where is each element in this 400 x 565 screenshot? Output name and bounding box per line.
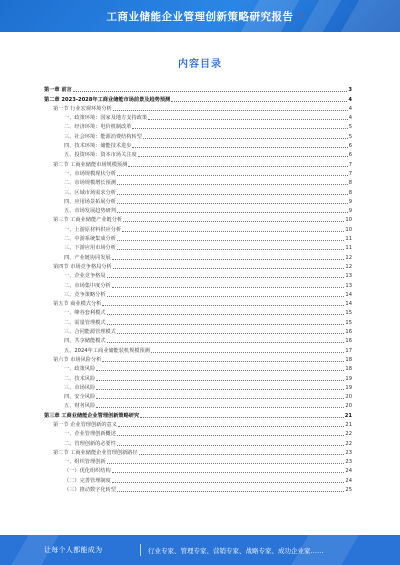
toc-entry[interactable] xyxy=(44,298,352,307)
toc-leader-dots xyxy=(107,324,345,325)
toc-leader-dots xyxy=(118,426,344,427)
footer-divider xyxy=(140,544,141,556)
toc-entry[interactable] xyxy=(44,307,352,316)
toc-leader-dots xyxy=(117,435,345,436)
toc-entry-text: 三、合同能源管理模式 xyxy=(64,329,116,336)
toc-leader-dots xyxy=(107,296,345,297)
toc-page-number: 6 xyxy=(348,152,352,159)
toc-leader-dots xyxy=(102,305,344,306)
toc-page-number: 25 xyxy=(345,487,352,494)
toc-entry[interactable] xyxy=(44,344,352,353)
toc-leader-dots xyxy=(143,138,348,139)
toc-entry-text: 第三节 工商业储能产业链分析 xyxy=(53,217,123,224)
toc-entry[interactable] xyxy=(44,205,352,214)
toc-leader-dots xyxy=(96,370,344,371)
toc-page-number: 6 xyxy=(348,143,352,150)
toc-entry-text: 四、技术环境：储能技术进步 xyxy=(64,143,132,150)
toc-entry[interactable] xyxy=(44,428,352,437)
toc-entry[interactable] xyxy=(44,270,352,279)
toc-entry[interactable] xyxy=(44,168,352,177)
toc-entry[interactable] xyxy=(44,186,352,195)
toc-page-number: 16 xyxy=(345,338,352,345)
toc-entry[interactable] xyxy=(44,326,352,335)
toc-page-number: 9 xyxy=(348,208,352,215)
toc-entry-text: 第一章 前言 xyxy=(44,87,72,94)
toc-entry[interactable] xyxy=(44,158,352,167)
toc-entry[interactable] xyxy=(44,103,352,112)
toc-entry-text: 四、产业链协同发展 xyxy=(64,254,111,261)
toc-entry-text: 三、竞争策略分析 xyxy=(64,291,106,298)
footer-slogan: 让每个人都能成为 xyxy=(44,546,103,554)
toc-page-number: 23 xyxy=(345,449,352,456)
toc-leader-dots xyxy=(117,212,348,213)
toc-entry[interactable] xyxy=(44,196,352,205)
toc-leader-dots xyxy=(112,472,345,473)
toc-entry[interactable] xyxy=(44,233,352,242)
toc-entry[interactable] xyxy=(44,251,352,260)
toc-entry-text: （二）完善管理制度 xyxy=(64,477,111,484)
toc-page-number: 8 xyxy=(348,189,352,196)
toc-page-number: 4 xyxy=(348,96,352,103)
toc-page-number: 19 xyxy=(345,375,352,382)
toc-page-number: 20 xyxy=(345,403,352,410)
toc-leader-dots xyxy=(132,128,347,129)
toc-page-number: 19 xyxy=(345,384,352,391)
toc-entry-text: 三、市场风险 xyxy=(64,384,96,391)
toc-entry-text: 五、市场发展趋势研判 xyxy=(64,208,116,215)
toc-page-number: 23 xyxy=(345,459,352,466)
toc-entry-text: 一、政策风险 xyxy=(64,366,96,373)
toc-leader-dots xyxy=(112,482,345,483)
toc-leader-dots xyxy=(171,101,347,102)
toc-leader-dots xyxy=(117,445,345,446)
footer-tagline: 行业专家、管理专家、营销专家、战略专家、成功企业家…… xyxy=(148,546,324,555)
toc-entry[interactable] xyxy=(44,354,352,363)
toc-entry-text: 五、财务风险 xyxy=(64,403,96,410)
toc-entry[interactable] xyxy=(44,214,352,223)
toc-entry[interactable] xyxy=(44,474,352,483)
toc-leader-dots xyxy=(107,314,345,315)
toc-entry-text: 第五节 商业模式分析 xyxy=(53,301,102,308)
toc-page-number: 22 xyxy=(345,440,352,447)
toc-entry-text: 二、管理创新的必要性 xyxy=(64,440,116,447)
toc-leader-dots xyxy=(117,240,345,241)
toc-leader-dots xyxy=(117,249,345,250)
toc-entry[interactable] xyxy=(44,484,352,493)
toc-page-number: 11 xyxy=(345,236,352,243)
toc-chapter-entry[interactable] xyxy=(44,84,352,93)
toc-entry-text: 五、2024年工商业储能装机规模预测 xyxy=(64,347,150,354)
toc-page-number: 9 xyxy=(348,198,352,205)
toc-entry[interactable] xyxy=(44,400,352,409)
toc-entry-text: 四、应用场景拓展分析 xyxy=(64,198,116,205)
toc-entry-text: 五、投资环境：资本市场关注度 xyxy=(64,152,137,159)
toc-page-number: 7 xyxy=(348,161,352,168)
toc-page-number: 3 xyxy=(348,87,352,94)
toc-leader-dots xyxy=(102,361,344,362)
toc-leader-dots xyxy=(148,119,348,120)
toc-entry-text: （一）优化组织结构 xyxy=(64,468,111,475)
toc-entry-text: 一、市场规模现状分析 xyxy=(64,170,116,177)
toc-heading: 内容目录 xyxy=(178,59,222,70)
toc-page-number: 10 xyxy=(345,217,352,224)
toc-page-number: 15 xyxy=(345,310,352,317)
toc-chapter-entry[interactable] xyxy=(44,93,352,102)
toc-leader-dots xyxy=(112,259,345,260)
toc-entry[interactable] xyxy=(44,121,352,130)
toc-leader-dots xyxy=(96,380,344,381)
toc-entry-text: 第二章 2023-2028年工商业储能市场前景及趋势预测 xyxy=(44,96,171,103)
toc-entry-text: 一、企业竞争格局 xyxy=(64,273,106,280)
toc-leader-dots xyxy=(151,352,345,353)
toc-entry-text: 第六节 市场风险分析 xyxy=(53,356,102,363)
toc-leader-dots xyxy=(107,277,345,278)
toc-entry-text: 第二节 工商业储能企业管理创新路径 xyxy=(53,449,138,456)
toc-page-number: 13 xyxy=(345,273,352,280)
toc-page-number: 8 xyxy=(348,180,352,187)
toc-entry[interactable] xyxy=(44,335,352,344)
toc-page-number: 13 xyxy=(345,282,352,289)
toc-leader-dots xyxy=(122,231,344,232)
toc-page-number: 5 xyxy=(348,124,352,131)
toc-entry[interactable] xyxy=(44,223,352,232)
toc-entry-text: 三、社会环境：能源消费结构转型 xyxy=(64,133,142,140)
toc-chapter-entry[interactable] xyxy=(44,409,352,418)
toc-entry-text: 第一节 行业宏观环境分析 xyxy=(53,105,112,112)
toc-leader-dots xyxy=(113,110,348,111)
toc-entry-text: 第一节 企业管理创新的意义 xyxy=(53,421,117,428)
toc-entry-text: 四、安全风险 xyxy=(64,394,96,401)
toc-page-number: 10 xyxy=(345,226,352,233)
toc-entry[interactable] xyxy=(44,465,352,474)
toc-leader-dots xyxy=(132,147,347,148)
toc-leader-dots xyxy=(117,203,348,204)
toc-entry-text: 二、市场规模增长预测 xyxy=(64,180,116,187)
toc-entry[interactable] xyxy=(44,279,352,288)
toc-entry[interactable] xyxy=(44,447,352,456)
toc-page-number: 4 xyxy=(348,105,352,112)
toc-page-number: 15 xyxy=(345,319,352,326)
toc-page-number: 5 xyxy=(348,133,352,140)
toc-entry[interactable] xyxy=(44,261,352,270)
toc-page-number: 18 xyxy=(345,366,352,373)
toc-entry[interactable] xyxy=(44,391,352,400)
toc-page-number: 11 xyxy=(345,245,352,252)
toc-entry-text: 一、政策环境：国家及地方支持政策 xyxy=(64,115,148,122)
toc-page-number: 20 xyxy=(345,394,352,401)
toc-entry[interactable] xyxy=(44,289,352,298)
toc-leader-dots xyxy=(138,156,348,157)
toc-page-number: 17 xyxy=(345,347,352,354)
toc-entry-text: 第三章 工商业储能企业管理创新策略研究 xyxy=(44,412,140,419)
toc-entry[interactable] xyxy=(44,177,352,186)
toc-page-number: 24 xyxy=(345,477,352,484)
toc-page-number: 12 xyxy=(345,263,352,270)
toc-entry-text: 三、区域市场需求分析 xyxy=(64,189,116,196)
report-title: 工商业储能企业管理创新策略研究报告 xyxy=(106,10,294,23)
toc-entry-text: 二、技术风险 xyxy=(64,375,96,382)
toc-leader-dots xyxy=(112,287,345,288)
toc-page-number: 18 xyxy=(345,356,352,363)
toc-leader-dots xyxy=(128,166,347,167)
toc-leader-dots xyxy=(117,333,345,334)
toc-leader-dots xyxy=(73,91,348,92)
toc-page-number: 16 xyxy=(345,329,352,336)
toc-leader-dots xyxy=(140,417,344,418)
toc-page-number: 12 xyxy=(345,254,352,261)
toc-entry[interactable] xyxy=(44,316,352,325)
toc-entry-text: （三）推动数字化转型 xyxy=(64,487,116,494)
toc-leader-dots xyxy=(117,175,348,176)
toc-entry[interactable] xyxy=(44,242,352,251)
toc-page-number: 14 xyxy=(345,291,352,298)
toc-leader-dots xyxy=(123,221,344,222)
toc-entry[interactable] xyxy=(44,372,352,381)
toc-entry-text: 二、市场集中度分析 xyxy=(64,282,111,289)
toc-leader-dots xyxy=(107,342,345,343)
toc-leader-dots xyxy=(113,268,345,269)
toc-page-number: 14 xyxy=(345,301,352,308)
toc-leader-dots xyxy=(139,454,345,455)
toc-entry[interactable] xyxy=(44,456,352,465)
toc-entry[interactable] xyxy=(44,437,352,446)
toc-entry-text: 一、企业管理创新概述 xyxy=(64,431,116,438)
toc-entry-text: 第二节 工商业储能市场规模预测 xyxy=(53,161,128,168)
toc-page-number: 21 xyxy=(345,421,352,428)
toc-leader-dots xyxy=(96,389,344,390)
toc-leader-dots xyxy=(96,407,344,408)
toc-entry-text: 三、下游应用市场分析 xyxy=(64,245,116,252)
toc-leader-dots xyxy=(117,184,348,185)
toc-leader-dots xyxy=(107,463,345,464)
toc-entry[interactable] xyxy=(44,419,352,428)
toc-entry-text: 一、峰谷套利模式 xyxy=(64,310,106,317)
toc-page-number: 4 xyxy=(348,115,352,122)
toc-entry[interactable] xyxy=(44,130,352,139)
toc-entry-text: 二、中游系统集成分析 xyxy=(64,236,116,243)
toc-entry[interactable] xyxy=(44,382,352,391)
toc-leader-dots xyxy=(117,194,348,195)
toc-entry[interactable] xyxy=(44,112,352,121)
toc-entry-text: 一、上游原材料供应分析 xyxy=(64,226,122,233)
toc-entry-text: 一、组织管理创新 xyxy=(64,459,106,466)
toc-entry[interactable] xyxy=(44,363,352,372)
toc-entry-text: 二、需量管理模式 xyxy=(64,319,106,326)
toc-entry[interactable] xyxy=(44,140,352,149)
toc-entry-text: 二、经济环境：电价机制改革 xyxy=(64,124,132,131)
toc-page-number: 7 xyxy=(348,170,352,177)
toc-entry[interactable] xyxy=(44,149,352,158)
toc-leader-dots xyxy=(96,398,344,399)
toc-page-number: 22 xyxy=(345,431,352,438)
toc-page-number: 24 xyxy=(345,468,352,475)
toc-page-number: 21 xyxy=(344,412,352,419)
toc-leader-dots xyxy=(117,491,345,492)
toc-entry-text: 第四节 市场竞争格局分析 xyxy=(53,263,112,270)
toc-entry-text: 四、共享储能模式 xyxy=(64,338,106,345)
table-of-contents xyxy=(44,84,352,493)
